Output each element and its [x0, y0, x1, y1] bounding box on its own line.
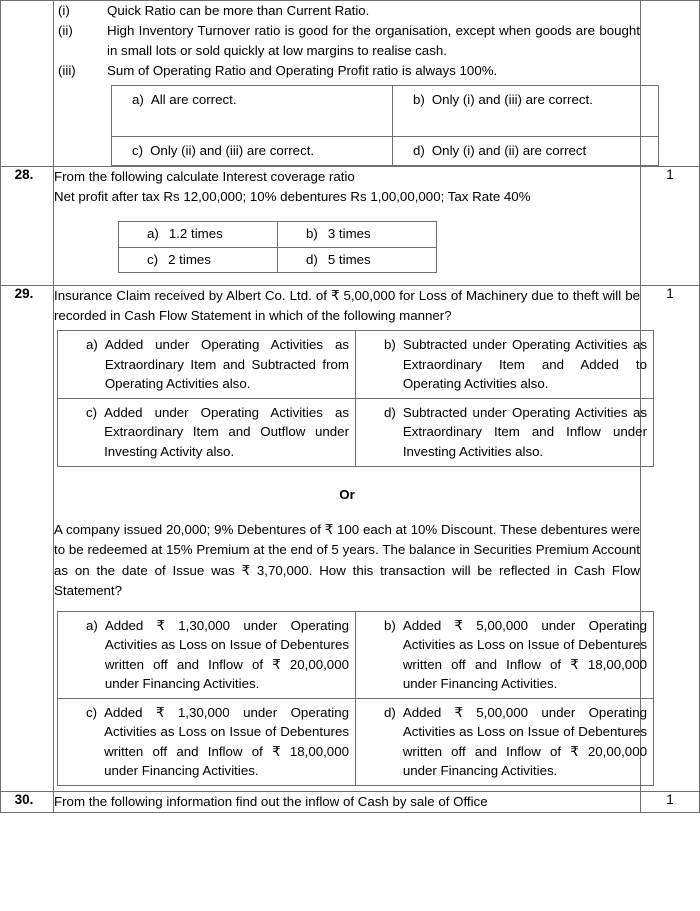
statement-text: Quick Ratio can be more than Current Ratio. — [107, 3, 370, 18]
option-cell-a[interactable] — [58, 331, 356, 399]
option-letter: b) — [306, 226, 318, 242]
option-letter: a) — [86, 618, 98, 634]
option-text: Added ₹ 1,30,000 under Operating Activities as Loss on Issue of Debentures written off and Inflow of ₹ 18,00,000 under Financing Activities. — [104, 705, 349, 778]
list-item — [54, 1, 640, 21]
option-cell-b[interactable] — [278, 222, 437, 247]
option-letter: b) — [413, 91, 425, 107]
marks-value: 1 — [666, 285, 674, 301]
question-number-cell-30 — [1, 792, 54, 813]
options-table-q28 — [118, 221, 437, 273]
statement-marker: (ii) — [58, 22, 73, 38]
option-cell-d[interactable] — [356, 399, 654, 467]
question-body-q29 — [54, 285, 647, 791]
table-row-q30 — [1, 792, 700, 813]
question-number: 28. — [14, 167, 34, 183]
options-row — [119, 247, 437, 272]
option-text: All are correct. — [150, 91, 237, 107]
table-row-q28 — [1, 167, 700, 286]
option-letter: d) — [384, 405, 396, 421]
option-cell-c[interactable] — [112, 136, 393, 165]
option-text: 3 times — [327, 226, 371, 242]
marks-cell-28 — [641, 167, 700, 286]
option-letter: d) — [413, 142, 425, 158]
option-letter: c) — [86, 405, 98, 421]
option-letter: b) — [384, 337, 396, 353]
statement-text: High Inventory Turnover ratio is good for the organisation, except when goods are bought in small lots or sold quickly at low margins to realise cash. — [107, 22, 640, 58]
option-cell-b[interactable] — [393, 85, 659, 136]
option-letter: a) — [86, 337, 98, 353]
question-number: 29. — [14, 285, 34, 301]
question-number-cell-28 — [1, 167, 54, 286]
list-item — [54, 21, 640, 61]
marks-cell-30 — [641, 792, 700, 813]
option-text: 5 times — [327, 251, 371, 267]
question-body-q30 — [54, 792, 641, 813]
options-row — [58, 612, 654, 699]
statement-list — [54, 1, 640, 81]
options-row — [58, 699, 654, 786]
table-row-q27-continued — [1, 1, 700, 167]
question-number-cell-29 — [1, 285, 54, 791]
options-table-q27 — [111, 85, 659, 166]
option-cell-c[interactable] — [58, 699, 356, 786]
options-table-q29-alternate — [57, 611, 654, 786]
question-body-q27 — [54, 1, 641, 167]
marks-value: 1 — [666, 792, 674, 808]
option-text: Only (i) and (iii) are correct. — [431, 91, 593, 107]
option-text: Added ₹ 5,00,000 under Operating Activities as Loss on Issue of Debentures written off and Inflow of ₹ 20,00,000 under Financing Activities. — [402, 705, 647, 778]
option-letter: a) — [132, 91, 144, 107]
statement-marker: (iii) — [58, 62, 76, 78]
option-text: Added under Operating Activities as Extraordinary Item and Outflow under Investing Activity also. — [104, 405, 349, 459]
option-cell-d[interactable] — [278, 247, 437, 272]
options-row — [119, 222, 437, 247]
options-row — [58, 331, 654, 399]
option-cell-a[interactable] — [119, 222, 278, 247]
option-text: Subtracted under Operating Activities as Extraordinary Item and Inflow under Investing Activities also. — [402, 405, 647, 459]
statement-marker: (i) — [58, 3, 70, 18]
option-letter: d) — [306, 251, 318, 267]
options-table-q29-first — [57, 330, 654, 467]
option-text: 2 times — [168, 251, 211, 267]
option-cell-d[interactable] — [393, 136, 659, 165]
option-letter: b) — [384, 618, 396, 634]
option-letter: d) — [384, 705, 396, 721]
options-row — [58, 399, 654, 467]
question-line-1: From the following calculate Interest coverage ratio — [54, 169, 355, 185]
option-cell-a[interactable] — [58, 612, 356, 699]
question-stem: Insurance Claim received by Albert Co. Ltd. of ₹ 5,00,000 for Loss of Machinery due to theft will be recorded in Cash Flow Statement in which of the following manner? — [54, 287, 640, 324]
alternate-question-stem: A company issued 20,000; 9% Debentures of ₹ 100 each at 10% Discount. These debentures were to be redeemed at 15% Premium at the end of 5 years. The balance in Securities Premium Account as on the date of Issue was ₹ 3,70,000. How this transaction will be reflected in Cash Flow Statement? — [54, 522, 640, 598]
or-separator-label: Or — [339, 486, 355, 502]
option-cell-b[interactable] — [356, 612, 654, 699]
option-cell-c[interactable] — [119, 247, 278, 272]
options-row — [112, 136, 659, 165]
option-cell-a[interactable] — [112, 85, 393, 136]
option-letter: c) — [86, 705, 98, 721]
list-item — [54, 61, 640, 81]
statement-text: Sum of Operating Ratio and Operating Profit ratio is always 100%. — [107, 62, 498, 78]
question-line-2: Net profit after tax Rs 12,00,000; 10% debentures Rs 1,00,00,000; Tax Rate 40% — [54, 189, 531, 205]
table-row-q29 — [1, 285, 700, 791]
question-number-cell-blank — [1, 1, 54, 167]
marks-value: 1 — [666, 167, 674, 183]
option-text: Added ₹ 1,30,000 under Operating Activities as Loss on Issue of Debentures written off and Inflow of ₹ 20,00,000 under Financing Activities. — [104, 618, 349, 691]
option-cell-b[interactable] — [356, 331, 654, 399]
option-cell-c[interactable] — [58, 399, 356, 467]
question-body-q28 — [54, 167, 641, 286]
question-number: 30. — [14, 792, 34, 808]
option-text: 1.2 times — [168, 226, 223, 242]
question-stem: From the following information find out the inflow of Cash by sale of Office — [54, 794, 488, 810]
option-letter: c) — [147, 251, 159, 267]
option-text: Only (i) and (ii) are correct — [431, 142, 587, 158]
option-text: Added ₹ 5,00,000 under Operating Activities as Loss on Issue of Debentures written off and Inflow of ₹ 18,00,000 under Financing Activities. — [402, 618, 647, 691]
option-letter: c) — [132, 142, 144, 158]
option-cell-d[interactable] — [356, 699, 654, 786]
option-text: Added under Operating Activities as Extraordinary Item and Subtracted from Operating Activities also. — [104, 337, 349, 391]
options-row — [112, 85, 659, 136]
marks-cell-29 — [641, 285, 700, 791]
option-text: Only (ii) and (iii) are correct. — [150, 142, 315, 158]
option-text: Subtracted under Operating Activities as Extraordinary Item and Added to Operating Activities also. — [402, 337, 647, 391]
option-letter: a) — [147, 226, 159, 242]
